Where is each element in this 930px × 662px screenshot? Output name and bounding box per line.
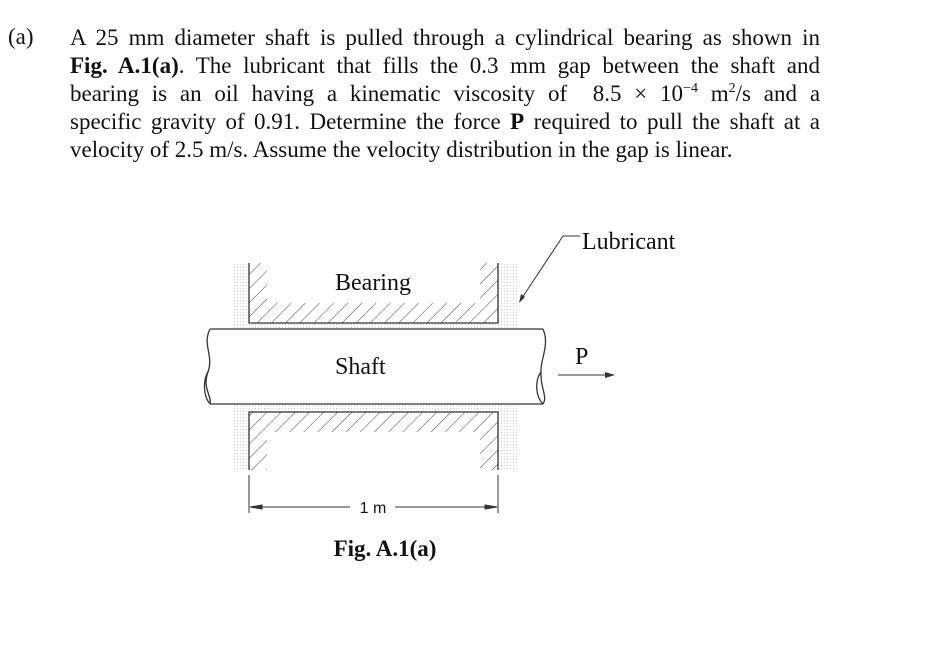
part-label: (a) [8, 24, 34, 49]
text-line-1: A 25 mm diameter shaft is pulled through a cylindrical bearing as shown in [70, 25, 820, 50]
exponent: −4 [683, 81, 698, 96]
text-segment: . The lubricant that fills the 0.3 mm gap between the shaft and [178, 53, 820, 78]
bottom-bearing [249, 412, 498, 470]
figure-caption: Fig. A.1(a) [333, 536, 437, 561]
unit-exponent: 2 [728, 81, 736, 96]
bearing-label: Bearing [335, 270, 411, 296]
shaft-label: Shaft [335, 354, 386, 380]
lubricant-label: Lubricant [582, 229, 676, 255]
lubricant-leader-arrow [519, 236, 580, 303]
text-segment: /s and a [735, 81, 821, 106]
figure-reference: Fig. A.1(a) [70, 53, 179, 78]
force-symbol: P [510, 109, 525, 134]
force-label: P [575, 344, 589, 370]
unit: m [710, 81, 729, 106]
dimension-label: 1 m [359, 500, 387, 517]
force-arrow-icon [558, 372, 615, 378]
text-segment: bearing is an oil having a kinematic viscosity of [70, 81, 568, 106]
viscosity-value: 8.5 × 10 [592, 81, 684, 106]
text-line-5: velocity of 2.5 m/s. Assume the velocity distribution in the gap is linear. [70, 137, 733, 162]
text-segment: specific gravity of 0.91. Determine the force [70, 109, 501, 134]
text-segment: required to pull the shaft at a [533, 109, 820, 134]
